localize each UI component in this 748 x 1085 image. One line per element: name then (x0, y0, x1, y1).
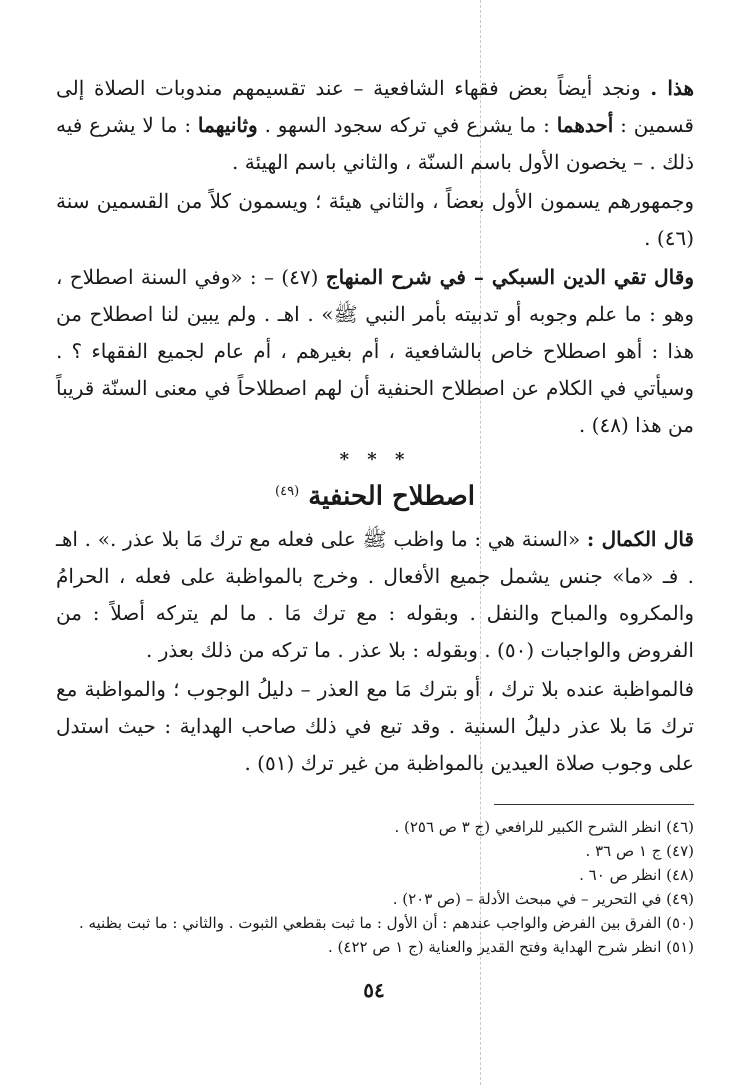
paragraph-1-text-2: : ما يشرع في تركه سجود السهو . (257, 113, 557, 137)
footnote-46: (٤٦) انظر الشرح الكبير للرافعي (ج ٣ ص ٢٥٦) . (394, 817, 694, 836)
section-heading (56, 472, 694, 517)
document-page (56, 70, 694, 959)
paragraph-5-text: فالمواظبة عنده بلا ترك ، أو بترك مَا مع العذر – دليلُ الوجوب ؛ والمواظبة مع ترك مَا بلا عذر دليلُ السنية . وقد تبع في ذلك صاحب الهداية : حيث استدل على وجوب صلاة العيدين بالمواظبة من غير ترك (٥١) . (56, 676, 694, 775)
paragraph-2-text: وجمهورهم يسمون الأول بعضاً ، والثاني هيئة ؛ ويسمون كلاً من القسمين سنة (٤٦) . (56, 189, 694, 250)
paragraph-1-text: ونجد أيضاً بعض فقهاء الشافعية – عند تقسيمهم مندوبات الصلاة إلى قسمين : (56, 76, 694, 137)
paragraph-3-text: (٤٧) – : «وفي السنة اصطلاح ، وهو : ما علم وجوبه أو تدبيته بأمر النبي ﷺ» . اهـ . ولم يبين لنا اصطلاح من هذا : أهو اصطلاح خاص بالشافعية ، أم بغيرهم ، أم عام لجميع الفقهاء ؟ . وسيأتي في الكلام عن اصطلاح الحنفية أن لهم اصطلاحاً في معنى السنّة قريباً من هذا (٤٨) . (56, 265, 694, 437)
paragraph-5 (56, 671, 694, 782)
footnotes (56, 815, 694, 959)
paragraph-1-lead: هذا . (650, 76, 695, 100)
paragraph-1 (56, 70, 694, 181)
footnote-48: (٤٨) انظر ص ٦٠ . (579, 865, 694, 884)
paragraph-2 (56, 183, 694, 257)
paragraph-4 (56, 521, 694, 669)
footnote-51: (٥١) انظر شرح الهداية وفتح القدير والعناية (ج ١ ص ٤٢٢) . (328, 937, 694, 956)
paragraph-1-term-first: أحدهما (556, 113, 614, 137)
paragraph-3 (56, 259, 694, 444)
paragraph-4-text: «السنة هي : ما واظب ﷺ على فعله مع ترك مَا بلا عذر .» . اهـ . فـ «ما» جنس يشمل جميع الأفعال . وخرج بالمواظبة على فعله ، الحرامُ والمكروه والمباح والنفل . وبقوله : مع ترك مَا . ما لم يتركه أصلاً : من الفروض والواجبات (٥٠) . وبقوله : بلا عذر . ما تركه من ذلك بعذر . (56, 526, 694, 662)
page-number: ٥٤ (363, 978, 385, 1002)
paragraph-1-term-second: وثانيهما (197, 113, 258, 137)
paragraph-3-lead: وقال تقي الدين السبكي – في شرح المنهاج (325, 265, 694, 289)
paragraph-1-text-3: : ما لا يشرع فيه ذلك . – يخصون الأول باسم السنّة ، والثاني باسم الهيئة . (56, 113, 694, 174)
footnote-divider (494, 804, 694, 805)
footnote-50: (٥٠) الفرق بين الفرض والواجب عندهم : أن الأول : ما ثبت بقطعي الثبوت . والثاني : ما ثبت بظنيه . (78, 913, 694, 932)
footnote-47: (٤٧) ج ١ ص ٣٦ . (585, 841, 694, 860)
section-heading-title: اصطلاح الحنفية (308, 481, 475, 512)
paragraph-4-lead: قال الكمال : (586, 526, 694, 551)
section-heading-note-ref: (٤٩) (275, 484, 300, 499)
footnote-49: (٤٩) في التحرير – في مبحث الأدلة – (ص ٢٠٣) . (392, 889, 694, 908)
section-separator: * * * (339, 449, 411, 470)
